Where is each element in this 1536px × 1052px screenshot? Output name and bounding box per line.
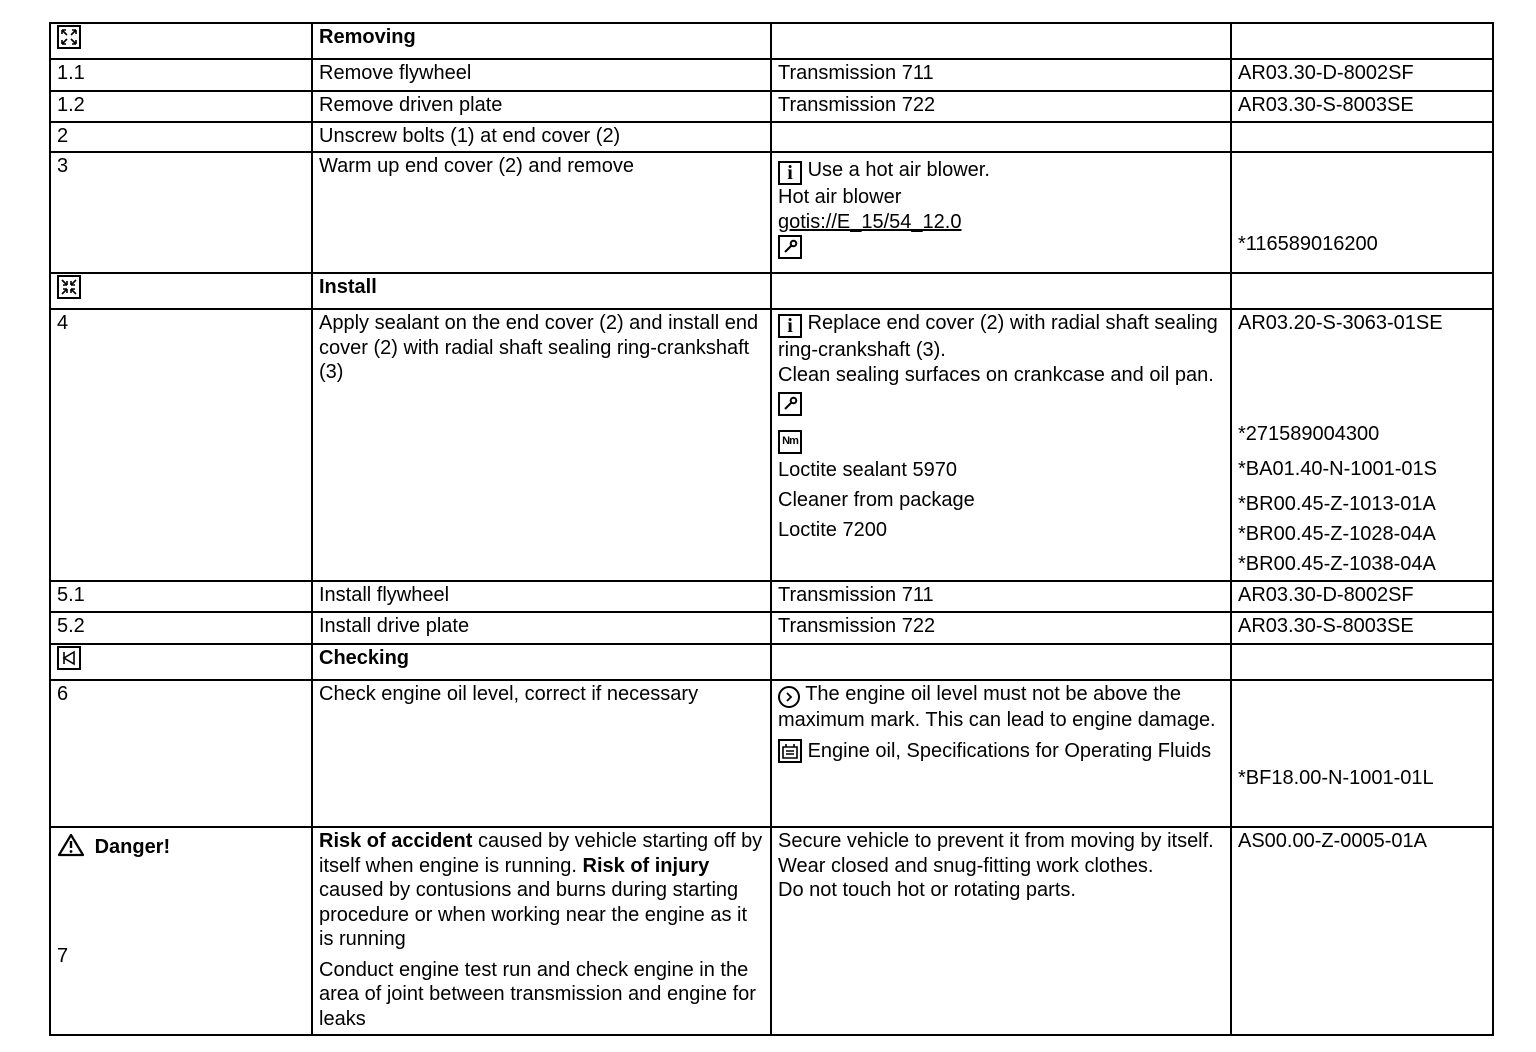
step-number: 3 (50, 152, 312, 273)
note-text: Engine oil, Specifications for Operating Fluids (807, 739, 1212, 762)
step-reference: *BF18.00-N-1001-01L (1238, 767, 1434, 789)
material-item: Loctite sealant 5970 (778, 459, 958, 481)
table-row (50, 59, 1493, 91)
empty-cell (771, 273, 1231, 309)
note-line (778, 311, 1224, 363)
note-line: Do not touch hot or rotating parts. (778, 879, 1076, 901)
install-arrows-icon (57, 275, 81, 299)
checking-icon-cell (50, 644, 312, 680)
empty-cell (771, 23, 1231, 59)
step-note: Transmission 722 (771, 91, 1231, 122)
install-icon-cell (50, 273, 312, 309)
removing-arrows-icon (57, 25, 81, 49)
step-reference-cell (1231, 680, 1493, 827)
danger-cell (50, 827, 312, 1035)
step-number: 7 (57, 944, 69, 967)
torque-reference: *BA01.40-N-1001-01S (1238, 457, 1438, 480)
step-action: Conduct engine test run and check engine in the area of joint between transmission and engine for leaks (319, 958, 756, 1030)
table-row-danger (50, 827, 1493, 1035)
risk-injury-text: caused by contusions and burns during starting procedure or when working near the engine as it is running (319, 879, 748, 950)
step-references (1231, 309, 1493, 581)
step-action: Remove flywheel (312, 59, 771, 91)
tool-reference: *271589004300 (1238, 422, 1380, 445)
note-line (778, 158, 1224, 185)
table-row (50, 91, 1493, 122)
step-action: Install flywheel (312, 581, 771, 612)
note-text: Use a hot air blower. (807, 159, 990, 181)
info-icon: i (778, 314, 802, 338)
risk-accident-label: Risk of accident (319, 830, 473, 852)
section-title-removing: Removing (312, 23, 771, 59)
note-line (778, 682, 1224, 733)
table-row (50, 581, 1493, 612)
note-line (778, 234, 1224, 259)
table-row (50, 122, 1493, 152)
empty-cell (771, 644, 1231, 680)
risk-text (319, 829, 764, 952)
empty-cell (1231, 644, 1493, 680)
step-number: 1.2 (50, 91, 312, 122)
risk-injury-label: Risk of injury (582, 854, 710, 877)
danger-label: Danger! (94, 836, 171, 858)
operating-fluids-icon (778, 739, 802, 763)
step-action: Unscrew bolts (1) at end cover (2) (312, 122, 771, 152)
danger-risk-cell (312, 827, 771, 1035)
step-number: 5.2 (50, 612, 312, 644)
section-install-row (50, 273, 1493, 309)
table-row (50, 309, 1493, 581)
step-reference: AR03.30-S-8003SE (1231, 612, 1493, 644)
torque-nm-icon: Nm (778, 430, 802, 454)
material-reference: *BR00.45-Z-1028-04A (1238, 522, 1436, 545)
note-text: The engine oil level must not be above the maximum mark. This can lead to engine damage. (778, 683, 1216, 731)
danger-warning-icon (57, 833, 85, 857)
procedure-sheet (49, 22, 1492, 1034)
info-icon: i (778, 161, 802, 185)
step-reference: *116589016200 (1238, 233, 1378, 255)
section-title-install: Install (312, 273, 771, 309)
note-line (778, 423, 1224, 458)
note-line: Hot air blower (778, 186, 902, 208)
table-row (50, 152, 1493, 273)
empty-cell (771, 122, 1231, 152)
note-text: Replace end cover (2) with radial shaft sealing ring-crankshaft (3). (778, 312, 1218, 361)
step-notes (771, 309, 1231, 581)
table-row (50, 612, 1493, 644)
step-reference: AR03.20-S-3063-01SE (1238, 312, 1443, 334)
empty-cell (1231, 122, 1493, 152)
danger-line (57, 833, 305, 860)
step-reference: AR03.30-S-8003SE (1231, 91, 1493, 122)
note-line: Secure vehicle to prevent it from moving by itself. (778, 830, 1214, 852)
removing-icon-cell (50, 23, 312, 59)
step-note: Transmission 722 (771, 612, 1231, 644)
step-number: 5.1 (50, 581, 312, 612)
note-line (778, 391, 1224, 423)
step-number: 1.1 (50, 59, 312, 91)
material-item: Cleaner from package (778, 489, 975, 511)
step-reference-cell (1231, 152, 1493, 273)
table-row (50, 680, 1493, 827)
procedure-table (49, 22, 1494, 1036)
note-line: Clean sealing surfaces on crankcase and oil pan. (778, 363, 1214, 386)
step-action: Install drive plate (312, 612, 771, 644)
special-tool-icon (778, 392, 802, 416)
material-reference: *BR00.45-Z-1013-01A (1238, 492, 1436, 515)
step-action: Apply sealant on the end cover (2) and install end cover (2) with radial shaft sealing ring-crankshaft (3) (312, 309, 771, 581)
step-note: Transmission 711 (771, 59, 1231, 91)
section-title-checking: Checking (312, 644, 771, 680)
caution-note-icon (778, 686, 800, 708)
risk-accident-text: caused by vehicle starting off by itself when engine is running. (319, 830, 763, 877)
step-action: Check engine oil level, correct if necessary (312, 680, 771, 827)
section-checking-row (50, 644, 1493, 680)
step-note: Transmission 711 (771, 581, 1231, 612)
checking-icon (57, 646, 81, 670)
step-action: Warm up end cover (2) and remove (312, 152, 771, 273)
step-action: Remove driven plate (312, 91, 771, 122)
empty-cell (1231, 23, 1493, 59)
note-line: Wear closed and snug-fitting work clothes. (778, 854, 1154, 877)
empty-cell (1231, 273, 1493, 309)
note-line (778, 739, 1224, 764)
section-removing-row (50, 23, 1493, 59)
step-notes (771, 827, 1231, 1035)
gotis-link[interactable]: gotis://E_15/54_12.0 (778, 210, 962, 233)
step-notes (771, 152, 1231, 273)
material-reference: *BR00.45-Z-1038-04A (1238, 552, 1436, 575)
step-number: 6 (50, 680, 312, 827)
step-notes (771, 680, 1231, 827)
step-reference: AR03.30-D-8002SF (1231, 59, 1493, 91)
step-number: 4 (50, 309, 312, 581)
step-reference: AS00.00-Z-0005-01A (1231, 827, 1493, 1035)
material-item: Loctite 7200 (778, 519, 887, 541)
step-reference: AR03.30-D-8002SF (1231, 581, 1493, 612)
special-tool-icon (778, 235, 802, 259)
step-number: 2 (50, 122, 312, 152)
